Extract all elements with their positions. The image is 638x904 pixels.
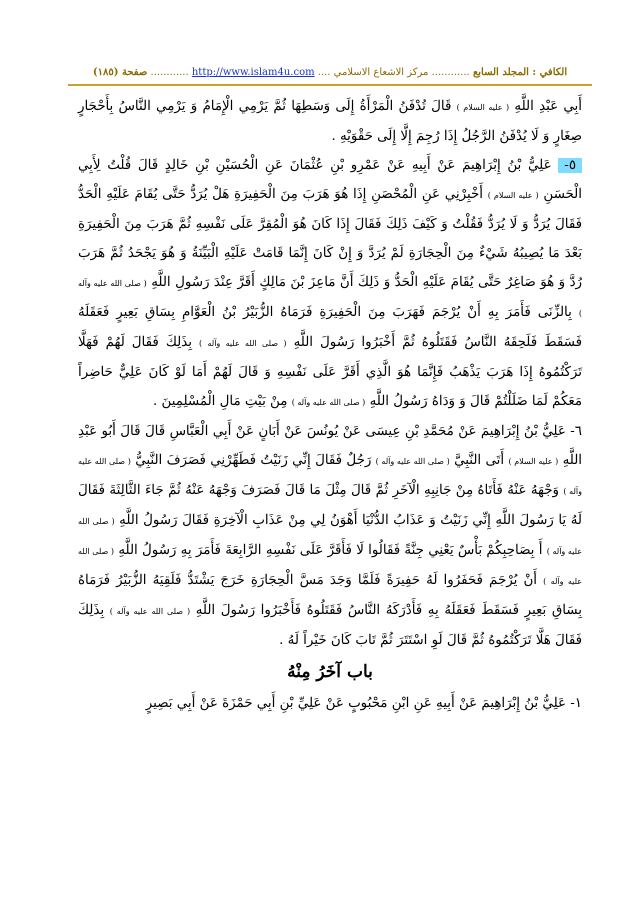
text-segment: أَ بِصَاحِبِكُمْ بَأْسٌ يَعْنِي جِنَّةً فَقَالُوا لَا فَأَقَرَّ عَلَى نَفْسِهِ الرَّابِعَةَ فَأَمَرَ بِهِ رَسُولُ اللَّهِ bbox=[118, 543, 543, 558]
hadith-number-highlight: ٥- bbox=[558, 158, 582, 173]
site-name: مركز الاشعاع الاسلامي bbox=[333, 67, 429, 78]
header-dots-2: .... bbox=[317, 67, 331, 78]
text-segment: أَنْ يُرْجَمَ فَحَفَرُوا لَهُ حَفِيرَةً فَلَمَّا وَجَدَ مَسَّ الْحِجَارَةِ خَرَجَ يَشْتَدُّ فَلَقِيَهُ الزُّبَيْرُ فَرَمَاهُ بِسَاقِ بَعِيرٍ فَسَقَطَ فَعَقَلَهُ بِهِ فَأَدْرَكَهُ النَّاسُ فَقَتَلُوهُ فَأَخْبَرُوا رَسُولَ اللَّهِ bbox=[78, 573, 582, 618]
running-header bbox=[70, 64, 590, 82]
chapter-heading: باب آخَرُ مِنْهُ bbox=[287, 662, 373, 682]
honorific: ( صلى الله عليه وآله ) bbox=[199, 339, 287, 348]
honorific: ( صلى الله عليه وآله ) bbox=[78, 547, 582, 586]
header-dots-1: ............ bbox=[431, 67, 470, 78]
hadith-number: ٦- bbox=[570, 424, 582, 439]
header-dots-3: ............ bbox=[150, 67, 189, 78]
header-rule bbox=[68, 84, 592, 86]
site-url-link[interactable]: http://www.islam4u.com bbox=[191, 67, 315, 78]
honorific: ( صلى الله عليه وآله ) bbox=[78, 279, 582, 318]
page-number: صفحة (١٨٥) bbox=[92, 67, 148, 78]
honorific: ( عليه السلام ) bbox=[508, 457, 559, 466]
text-segment: بِالزِّنَى فَأَمَرَ بِهِ أَنْ يُرْجَمَ فَهَرَبَ مِنَ الْحَفِيرَةِ فَرَمَاهُ الزُّبَيْرُ بْنُ الْعَوَّامِ بِسَاقِ بَعِيرٍ فَعَقَلَهُ فَسَقَطَ فَلَحِقَهُ النَّاسُ فَقَتَلُوهُ ثُمَّ أَخْبَرُوا رَسُولَ اللَّهِ bbox=[78, 305, 582, 350]
text-segment: بِذَلِكَ فَقَالَ لَهُمْ فَهَلَّا تَرَكْتُمُوهُ إِذَا هَرَبَ يَذْهَبُ فَإِنَّمَا هُوَ الَّذِي أَقَرَّ عَلَى نَفْسِهِ وَ قَالَ لَهُمْ أَمَا لَوْ كَانَ عَلِيٌّ حَاضِراً مَعَكُمْ لَمَا ضَلَلْتُمْ قَالَ وَ وَدَاهُ رَسُولُ اللَّهِ bbox=[78, 335, 582, 409]
text-segment: مِنْ بَيْتِ مَالِ الْمُسْلِمِينَ . bbox=[152, 394, 288, 409]
hadith-1 bbox=[78, 689, 582, 718]
text-segment: عَلِيُّ بْنُ إِبْرَاهِيمَ عَنْ أَبِيهِ عَنْ عَمْرِو بْنِ عُثْمَانَ عَنِ الْحُسَيْنِ بْنِ خَالِدٍ قَالَ قُلْتُ لِأَبِي الْحَسَنِ bbox=[78, 158, 582, 202]
text-segment: أَتَى النَّبِيَّ bbox=[454, 453, 505, 468]
text-segment: أَخْبِرْنِي عَنِ الْمُحْصَنِ إِذَا هُوَ هَرَبَ مِنَ الْحَفِيرَةِ هَلْ يُرَدُّ حَتَّى يُقَامَ عَلَيْهِ الْحَدُّ فَقَالَ يُرَدُّ وَ لَا يُرَدُّ فَقُلْتُ وَ كَيْفَ ذَلِكَ فَقَالَ إِذَا كَانَ هُوَ الْمُقِرَّ عَلَى نَفْسِهِ ثُمَّ هَرَبَ مِنَ الْحَفِيرَةِ بَعْدَ مَا يُصِيبُهُ شَيْءٌ مِنَ الْحِجَارَةِ لَمْ يُرَدَّ وَ إِنْ كَانَ إِنَّمَا قَامَتْ عَلَيْهِ الْبَيِّنَةُ وَ هُوَ يَجْحَدُ ثُمَّ هَرَبَ رُدَّ وَ هُوَ صَاغِرٌ حَتَّى يُقَامَ عَلَيْهِ الْحَدُّ وَ ذَلِكَ أَنَّ مَاعِزَ بْنَ مَالِكٍ أَقَرَّ عِنْدَ رَسُولِ اللَّهِ bbox=[78, 187, 582, 290]
honorific: ( عليه السلام ) bbox=[487, 191, 539, 200]
honorific: ( صلى الله عليه وآله ) bbox=[78, 457, 582, 496]
body-text bbox=[78, 92, 582, 718]
honorific: ( صلى الله عليه وآله ) bbox=[109, 607, 191, 616]
honorific: ( عليه السلام ) bbox=[456, 103, 510, 112]
paragraph-continuation bbox=[78, 92, 582, 151]
text-segment: رَجُلٌ فَقَالَ إِنِّي زَنَيْتُ فَطَهِّرْنِي فَصَرَفَ النَّبِيُّ bbox=[135, 453, 372, 468]
hadith-number: ١- bbox=[570, 696, 582, 711]
text-segment: بِذَلِكَ فَقَالَ هَلَّا تَرَكْتُمُوهُ ثُمَّ قَالَ لَوِ اسْتَتَرَ ثُمَّ تَابَ كَانَ خَيْراً لَهُ . bbox=[78, 603, 582, 648]
text-segment: عَلِيُّ بْنُ إِبْرَاهِيمَ عَنْ مُحَمَّدِ بْنِ عِيسَى عَنْ يُونُسَ عَنْ أَبَانٍ عَنْ أَبِي الْعَبَّاسِ قَالَ قَالَ أَبُو عَبْدِ اللَّهِ bbox=[78, 424, 583, 468]
hadith-6 bbox=[78, 417, 582, 655]
honorific: ( صلى الله عليه وآله ) bbox=[78, 517, 582, 556]
text-segment: قَالَ تُدْفَنُ الْمَرْأَةُ إِلَى وَسَطِهَا ثُمَّ يَرْمِي الْإِمَامُ وَ يَرْمِي النَّاسُ بِأَحْجَارٍ صِغَارٍ وَ لَا يُدْفَنُ الرَّجُلُ إِذَا رُجِمَ إِلَّا إِلَى حَقْوَيْهِ . bbox=[78, 99, 582, 144]
text-segment: وَجْهَهُ عَنْهُ فَأَتَاهُ مِنْ جَانِبِهِ الْآخَرِ ثُمَّ قَالَ مِثْلَ مَا قَالَ فَصَرَفَ وَجْهَهُ عَنْهُ ثُمَّ جَاءَ الثَّالِثَةَ فَقَالَ لَهُ يَا رَسُولَ اللَّهِ إِنِّي زَنَيْتُ وَ عَذَابُ الدُّنْيَا أَهْوَنُ لِي مِنْ عَذَابِ الْآخِرَةِ فَقَالَ رَسُولُ اللَّهِ bbox=[78, 483, 582, 528]
book-title: الكافي : المجلد السابع bbox=[472, 67, 568, 78]
honorific: ( صلى الله عليه وآله ) bbox=[375, 457, 450, 466]
honorific: ( صلى الله عليه وآله ) bbox=[291, 398, 366, 407]
hadith-5 bbox=[78, 151, 582, 417]
text-segment: أَبِي عَبْدِ اللَّهِ bbox=[514, 99, 582, 114]
text-segment: عَلِيُّ بْنُ إِبْرَاهِيمَ عَنْ أَبِيهِ عَنِ ابْنِ مَحْبُوبٍ عَنْ عَلِيِّ بْنِ أَبِي حَمْزَةَ عَنْ أَبِي بَصِيرٍ bbox=[145, 696, 566, 711]
